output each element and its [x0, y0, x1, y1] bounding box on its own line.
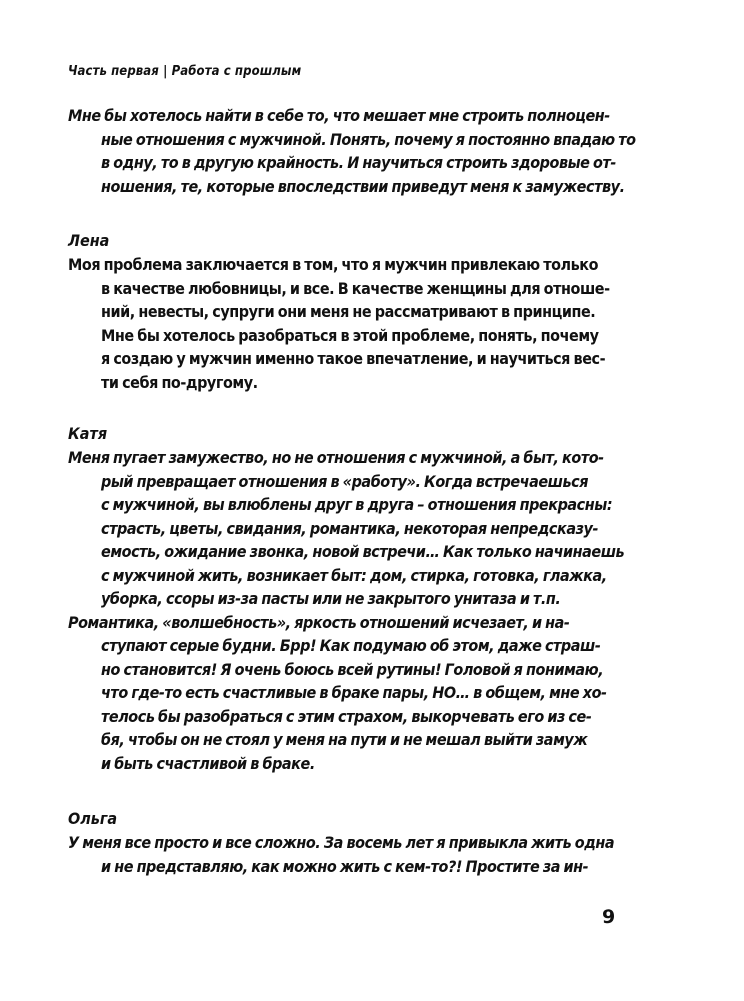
- running-head-chapter: Работа с прошлым: [171, 64, 302, 79]
- olga-paragraph: [68, 831, 628, 878]
- text-line: с мужчиной, вы влюблены друг в друга – отношения прекрасны:: [101, 495, 613, 514]
- running-head-separator: |: [163, 64, 168, 79]
- respondent-name-lena: [68, 231, 628, 251]
- text-line: в качестве любовницы, и все. В качестве женщины для отноше-: [101, 278, 610, 298]
- intro-paragraph: [68, 104, 636, 198]
- text-line: я создаю у мужчин именно такое впечатление, и научиться вес-: [101, 349, 606, 368]
- text-line: ные отношения с мужчиной. Понять, почему я постоянно впадаю то: [101, 129, 636, 149]
- respondent-name: Катя: [68, 424, 108, 443]
- text-line: ношения, те, которые впоследствии приведут меня к замужеству.: [101, 176, 625, 196]
- text-line: уборка, ссоры из-за пасты или не закрытого унитаза и т.п.: [101, 589, 561, 608]
- respondent-name: Ольга: [68, 809, 118, 828]
- text-line: с мужчиной жить, возникает быт: дом, стирка, готовка, глажка,: [101, 565, 607, 585]
- katya-paragraph: [68, 446, 628, 775]
- text-line: в одну, то в другую крайность. И научиться строить здоровые от-: [101, 153, 616, 172]
- text-line: Моя проблема заключается в том, что я мужчин привлекаю только: [68, 255, 599, 274]
- text-line: емость, ожидание звонка, новой встречи… Как только начинаешь: [101, 542, 625, 561]
- text-line: ний, невесты, супруги они меня не рассматривают в принципе.: [101, 302, 596, 321]
- text-line: Мне бы хотелось разобраться в этой проблеме, понять, почему: [101, 325, 599, 345]
- page-number: 9: [602, 906, 616, 928]
- text-line: бя, чтобы он не стоял у меня на пути и не мешал выйти замуж: [101, 730, 588, 749]
- text-line: что где-то есть счастливые в браке пары, НО… в общем, мне хо-: [101, 683, 607, 702]
- text-line: Мне бы хотелось найти в себе то, что мешает мне строить полноцен-: [68, 106, 610, 125]
- respondent-name-katya: [68, 424, 628, 444]
- text-line: страсть, цветы, свидания, романтика, некоторая непредсказу-: [101, 518, 598, 538]
- respondent-name: Лена: [68, 231, 110, 250]
- text-line: рый превращает отношения в «работу». Когда встречаешься: [101, 471, 589, 491]
- text-line: Меня пугает замужество, но не отношения с мужчиной, а быт, кото-: [68, 448, 604, 467]
- text-line: ступают серые будни. Брр! Как подумаю об этом, даже страш-: [101, 636, 601, 655]
- text-line: телось бы разобраться с этим страхом, выкорчевать его из се-: [101, 706, 592, 726]
- text-line: У меня все просто и все сложно. За восемь лет я привыкла жить одна: [68, 833, 615, 852]
- running-head-part: Часть первая: [68, 64, 159, 79]
- lena-paragraph: [68, 253, 628, 394]
- running-head: [68, 64, 301, 79]
- respondent-name-olga: [68, 809, 628, 829]
- text-line: Романтика, «волшебность», яркость отношений исчезает, и на-: [68, 612, 570, 632]
- text-line: но становится! Я очень боюсь всей рутины! Головой я понимаю,: [101, 659, 604, 679]
- text-line: ти себя по-другому.: [101, 372, 258, 392]
- text-line: и быть счастливой в браке.: [101, 753, 315, 773]
- text-line: и не представляю, как можно жить с кем-то?! Простите за ин-: [101, 856, 589, 876]
